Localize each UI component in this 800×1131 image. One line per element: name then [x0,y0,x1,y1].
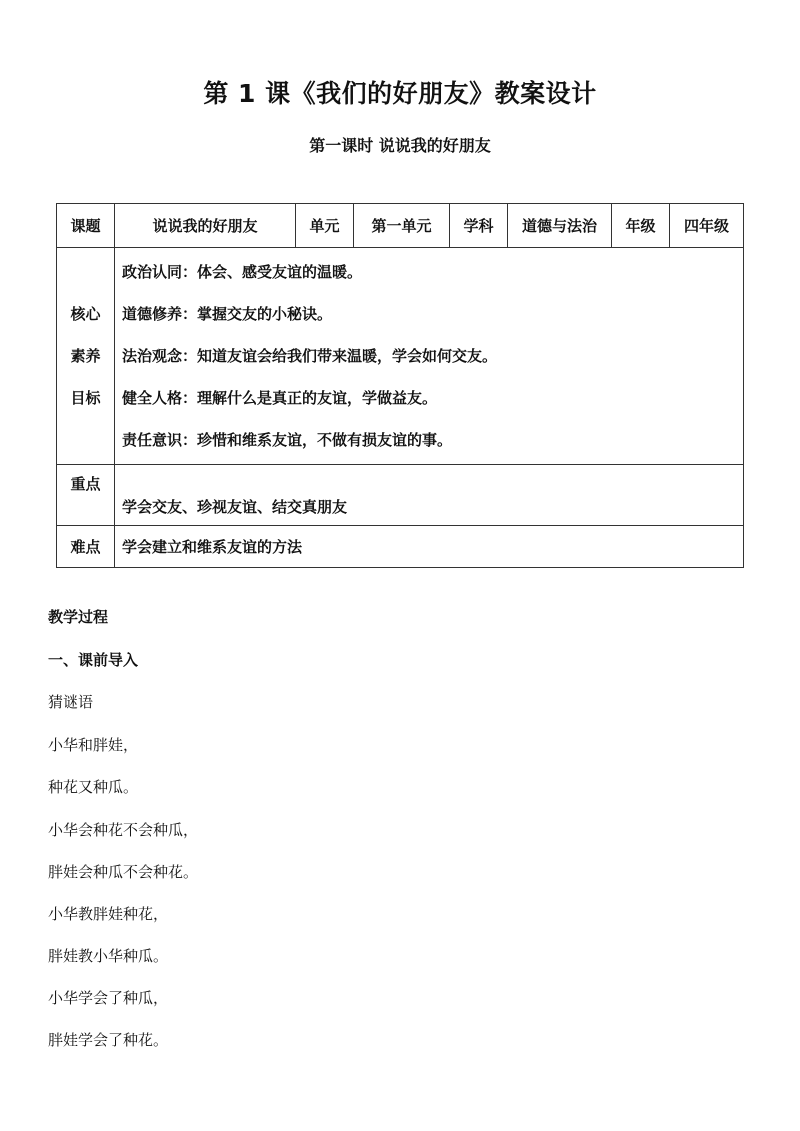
table-header-row [57,204,744,248]
subject-label: 学科 [450,204,508,248]
grade-label: 年级 [612,204,670,248]
goals-label-line: 目标 [70,389,101,407]
subject-value: 道德与法治 [508,204,612,248]
topic-value: 说说我的好朋友 [115,204,296,248]
section-heading: 一、课前导入 [48,651,139,669]
riddle-line: 胖娃会种瓜不会种花。 [48,863,199,881]
document-subtitle: 第一课时 说说我的好朋友 [309,136,491,155]
key-point-row [57,465,744,526]
grade-value: 四年级 [670,204,744,248]
key-point-label: 重点 [57,465,115,526]
goals-label [57,248,115,465]
document-title: 第 1 课《我们的好朋友》教案设计 [203,79,597,108]
riddle-line: 小华学会了种瓜， [48,989,169,1007]
unit-value: 第一单元 [354,204,450,248]
riddle-line: 种花又种瓜。 [48,778,139,796]
goal-item: 责任意识：珍惜和维系友谊，不做有损友谊的事。 [122,431,453,449]
unit-label: 单元 [296,204,354,248]
goals-label-line: 核心 [70,305,101,323]
difficulty-row [57,526,744,568]
lesson-info-table [56,203,744,568]
goals-content [115,248,744,465]
topic-label: 课题 [57,204,115,248]
goal-item: 法治观念：知道友谊会给我们带来温暖，学会如何交友。 [122,347,498,365]
goal-item: 道德修养：掌握交友的小秘诀。 [122,305,333,323]
riddle-line: 小华和胖娃， [48,736,139,754]
goals-row [57,248,744,465]
riddle-line: 小华教胖娃种花， [48,905,169,923]
difficulty-label: 难点 [57,526,115,568]
process-heading: 教学过程 [48,608,109,626]
riddle-line: 胖娃教小华种瓜。 [48,947,169,965]
goal-item: 健全人格：理解什么是真正的友谊，学做益友。 [122,389,438,407]
goals-label-line: 素养 [70,347,101,365]
riddle-line: 小华会种花不会种瓜， [48,821,199,839]
riddle-line: 胖娃学会了种花。 [48,1031,169,1049]
goal-item: 政治认同：体会、感受友谊的温暖。 [122,263,363,281]
key-point-value: 学会交友、珍视友谊、结交真朋友 [115,465,744,526]
riddle-line: 猜谜语 [48,693,94,711]
difficulty-value: 学会建立和维系友谊的方法 [115,526,744,568]
